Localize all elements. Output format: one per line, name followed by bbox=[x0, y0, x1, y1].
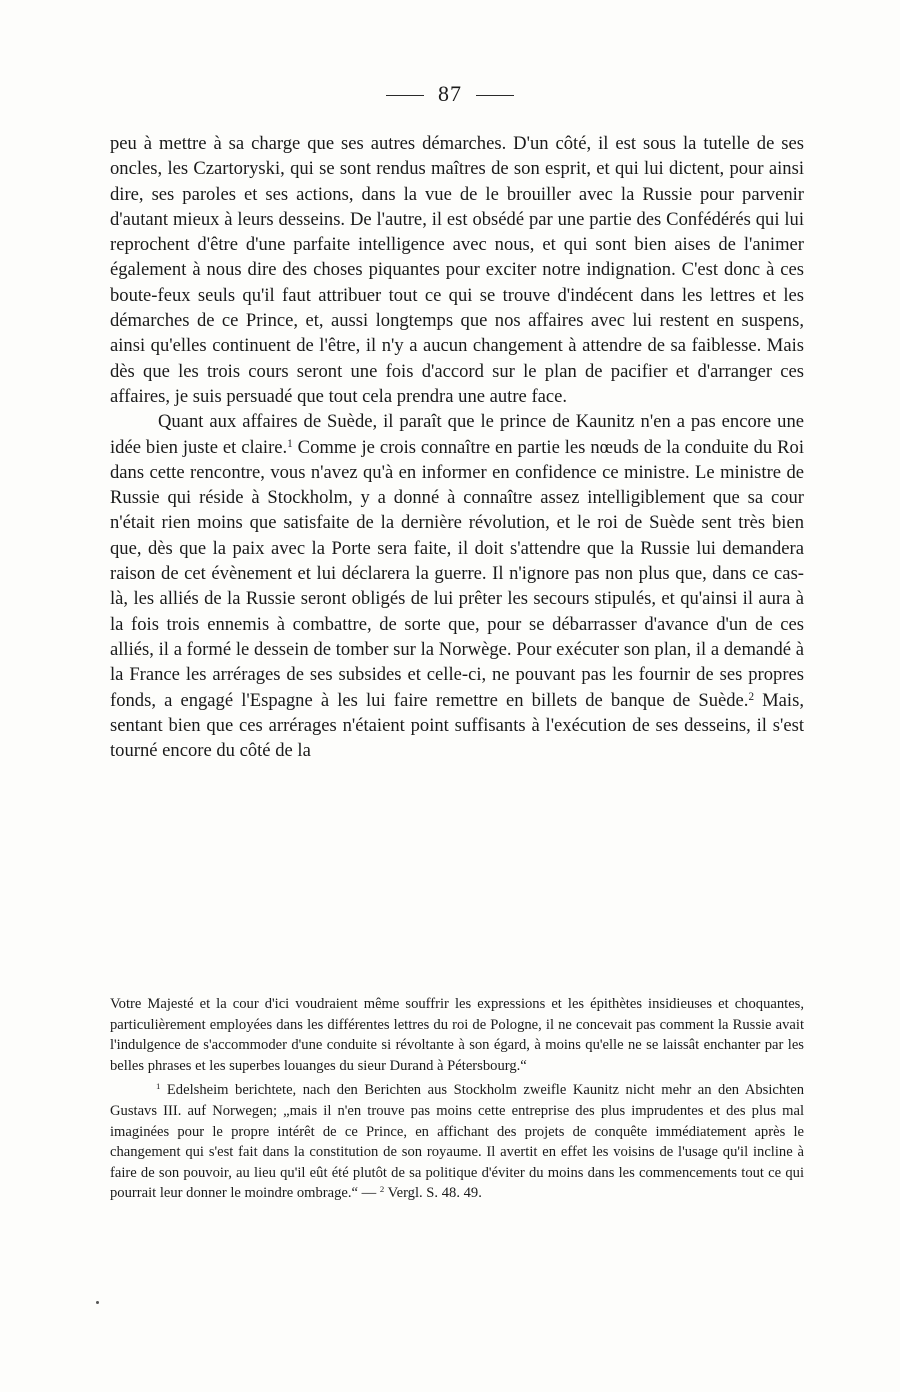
page-header bbox=[0, 80, 900, 108]
body-text bbox=[110, 131, 804, 763]
footnote-continuation: Votre Majesté et la cour d'ici voudraient même souffrir les expressions et les épithètes insidieuses et choquantes, particulièrement employées dans les différentes lettres du roi de Pologne, il ne concevait pas comment la Russie avait l'indulgence de s'accommoder d'une conduite si révoltante à son égard, à moins qu'elle ne se laissât enchanter par les belles phrases et les superbes louanges du sieur Durand à Pétersbourg.“ bbox=[110, 996, 804, 1074]
footnote-reference: 2 bbox=[748, 690, 755, 703]
footnote-marker: 2 bbox=[379, 1184, 385, 1195]
footnote-text: Vergl. S. 48. 49. bbox=[384, 1185, 482, 1202]
header-dash-right bbox=[476, 95, 514, 96]
paragraph-text: Comme je crois connaître en partie les nœuds de la conduite du Roi dans cette rencontre, vous n'avez qu'à en informer en confidence ce ministre. Le ministre de Russie qui réside à Stockholm, y a donné à connaître assez intelligiblement que sa cour n'était rien moins que satisfaite de la dernière révolution, et le roi de Suède sent très bien que, dès que la paix avec la Porte sera faite, il doit s'attendre que la Russie lui demandera raison de cet évènement et lui déclarera la guerre. Il n'ignore pas non plus que, dans ce cas-là, les alliés de la Russie seront obligés de lui prêter les secours stipulés, et qu'ainsi il aura à la fois trois ennemis à combattre, de sorte que, pour se débarrasser d'avance d'un de ces alliés, il a formé le dessein de tomber sur la Norwège. Pour exécuter son plan, il a demandé à la France les arrérages de ses subsides et celle-ci, ne pouvant pas les fournir de ses propres fonds, a engagé l'Espagne à les lui faire remettre en billets de banque de Suède. bbox=[110, 436, 804, 711]
footnote bbox=[110, 1080, 804, 1204]
footnote-reference: 1 bbox=[287, 437, 293, 450]
paragraph-text: Mais, sentant bien que ces arrérages n'étaient point suffisants à l'exécution de ses desseins, il s'est tourné encore du côté de la bbox=[110, 689, 804, 762]
paragraph bbox=[110, 409, 804, 763]
footnotes bbox=[110, 994, 804, 1204]
header-dash-left bbox=[386, 95, 424, 96]
scan-speck bbox=[96, 1301, 99, 1304]
paragraph-text: Quant aux affaires de Suède, il paraît que le prince de Kaunitz n'en a pas encore une idée bien juste et claire. bbox=[110, 411, 804, 458]
page-number: 87 bbox=[438, 81, 462, 106]
paragraph: peu à mettre à sa charge que ses autres démarches. D'un côté, il est sous la tutelle de ses oncles, les Czartoryski, qui se sont rendus maîtres de son esprit, et qui lui dictent, pour ainsi dire, ses paroles et ses actions, dans la vue de le brouiller avec la Russie pour parvenir d'autant mieux à leurs desseins. De l'autre, il est obsédé par une partie des Confédérés qui lui reprochent d'être d'une parfaite intelligence avec nous, et qui sont bien aises de l'animer également à nous dire des choses piquantes pour exciter notre indignation. C'est donc à ces boute-feux seuls qu'il faut attribuer tout ce qui se trouve d'indécent dans les lettres et les démarches de ce Prince, et, aussi longtemps que nos affaires avec lui restent en suspens, ainsi qu'elles continuent de l'être, il n'y a aucun changement à attendre de sa faiblesse. Mais dès que les trois cours seront une fois d'accord sur le plan de pacifier et d'arranger ces affaires, je suis persuadé que tout cela prendra une autre face. bbox=[110, 133, 804, 407]
footnote-text: Edelsheim berichtete, nach den Berichten aus Stockholm zweifle Kaunitz nicht mehr an den Absichten Gustavs III. auf Norwegen; „mais il n'en trouve pas moins cette entreprise des plus imprudentes et des plus mal imaginées pour le propre intérêt de ce Prince, en affichant des projets de conquête immédiatement après le changement qui s'est fait dans la constitution de son royaume. Il avertit en effet les voisins de l'usage qu'il incline à faire de son pouvoir, au lieu qu'il eût été plutôt de sa politique d'éviter du moins dans les commencements tout ce qui pourrait leur donner le moindre ombrage.“ — bbox=[110, 1082, 804, 1202]
footnote-marker: 1 bbox=[156, 1081, 161, 1092]
